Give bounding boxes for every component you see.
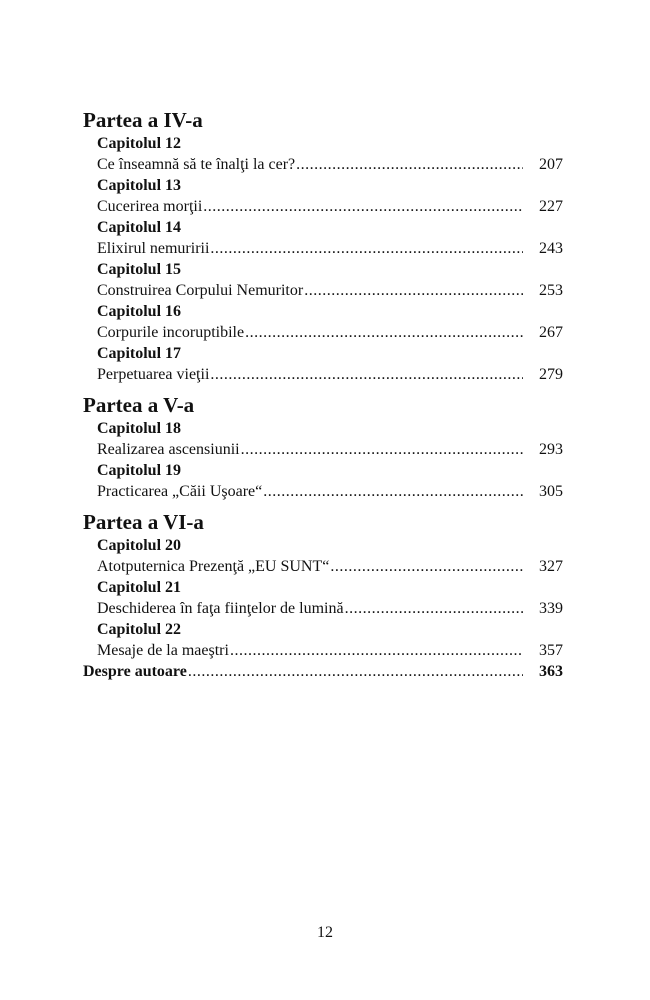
chapter-entry xyxy=(83,535,563,577)
chapter-entry xyxy=(83,619,563,661)
chapter-label: Capitolul 14 xyxy=(97,219,182,236)
chapter-label: Capitolul 15 xyxy=(97,261,182,278)
page-ref: 339 xyxy=(539,600,563,617)
dot-leader xyxy=(245,322,523,343)
page-number: 12 xyxy=(317,924,333,941)
chapter-label: Capitolul 21 xyxy=(97,579,182,596)
toc-entry xyxy=(97,154,563,175)
chapter-title: Deschiderea în faţa fiinţelor de lumină xyxy=(97,600,344,617)
chapter-label: Capitolul 13 xyxy=(97,177,182,194)
chapter-title: Realizarea ascensiunii xyxy=(97,441,240,458)
page-ref: 253 xyxy=(539,282,563,299)
about-author-title: Despre autoare xyxy=(83,663,187,680)
page-ref: 293 xyxy=(539,441,563,458)
dot-leader xyxy=(296,154,523,175)
toc-entry xyxy=(97,439,563,460)
toc-entry xyxy=(97,322,563,343)
toc-entry xyxy=(97,598,563,619)
part-section xyxy=(83,393,563,502)
chapter-label: Capitolul 22 xyxy=(97,621,182,638)
chapter-title: Atotputernica Prezenţă „EU SUNT“ xyxy=(97,558,330,575)
page-ref: 227 xyxy=(539,198,563,215)
toc-entry xyxy=(97,238,563,259)
dot-leader xyxy=(330,556,523,577)
dot-leader xyxy=(304,280,523,301)
page-ref: 267 xyxy=(539,324,563,341)
dot-leader xyxy=(345,598,523,619)
chapter-entry xyxy=(83,460,563,502)
toc-entry xyxy=(97,364,563,385)
chapter-title: Elixirul nemuririi xyxy=(97,240,210,257)
dot-leader xyxy=(230,640,523,661)
part-section xyxy=(83,108,563,385)
chapter-entry xyxy=(83,175,563,217)
page-ref: 305 xyxy=(539,483,563,500)
toc-entry xyxy=(97,280,563,301)
toc-entry xyxy=(97,556,563,577)
chapter-entry xyxy=(83,133,563,175)
page-ref: 363 xyxy=(539,663,563,680)
chapter-label: Capitolul 17 xyxy=(97,345,182,362)
chapter-title: Corpurile incoruptibile xyxy=(97,324,245,341)
toc-entry xyxy=(97,481,563,502)
page-ref: 243 xyxy=(539,240,563,257)
page-ref: 207 xyxy=(539,156,563,173)
toc-entry xyxy=(97,640,563,661)
chapter-entry xyxy=(83,301,563,343)
part-title: Partea a VI-a xyxy=(83,510,204,534)
chapter-entry xyxy=(83,259,563,301)
toc-entry xyxy=(97,196,563,217)
dot-leader xyxy=(210,364,523,385)
chapter-label: Capitolul 20 xyxy=(97,537,182,554)
chapter-title: Cucerirea morţii xyxy=(97,198,203,215)
part-section xyxy=(83,510,563,661)
chapter-entry xyxy=(83,343,563,385)
table-of-contents xyxy=(83,108,563,682)
chapter-title: Mesaje de la maeştri xyxy=(97,642,229,659)
page-ref: 279 xyxy=(539,366,563,383)
chapter-label: Capitolul 16 xyxy=(97,303,182,320)
dot-leader xyxy=(210,238,523,259)
part-title: Partea a IV-a xyxy=(83,108,203,132)
about-author-entry xyxy=(83,661,563,682)
chapter-title: Practicarea „Căii Uşoare“ xyxy=(97,483,263,500)
part-title: Partea a V-a xyxy=(83,393,195,417)
dot-leader xyxy=(188,661,523,682)
chapter-label: Capitolul 19 xyxy=(97,462,182,479)
chapter-entry xyxy=(83,217,563,259)
chapter-label: Capitolul 12 xyxy=(97,135,182,152)
dot-leader xyxy=(203,196,523,217)
dot-leader xyxy=(263,481,523,502)
chapter-label: Capitolul 18 xyxy=(97,420,182,437)
chapter-title: Construirea Corpului Nemuritor xyxy=(97,282,304,299)
chapter-entry xyxy=(83,577,563,619)
dot-leader xyxy=(241,439,523,460)
chapter-title: Ce înseamnă să te înalţi la cer? xyxy=(97,156,296,173)
page-ref: 357 xyxy=(539,642,563,659)
chapter-title: Perpetuarea vieţii xyxy=(97,366,210,383)
chapter-entry xyxy=(83,418,563,460)
page-ref: 327 xyxy=(539,558,563,575)
